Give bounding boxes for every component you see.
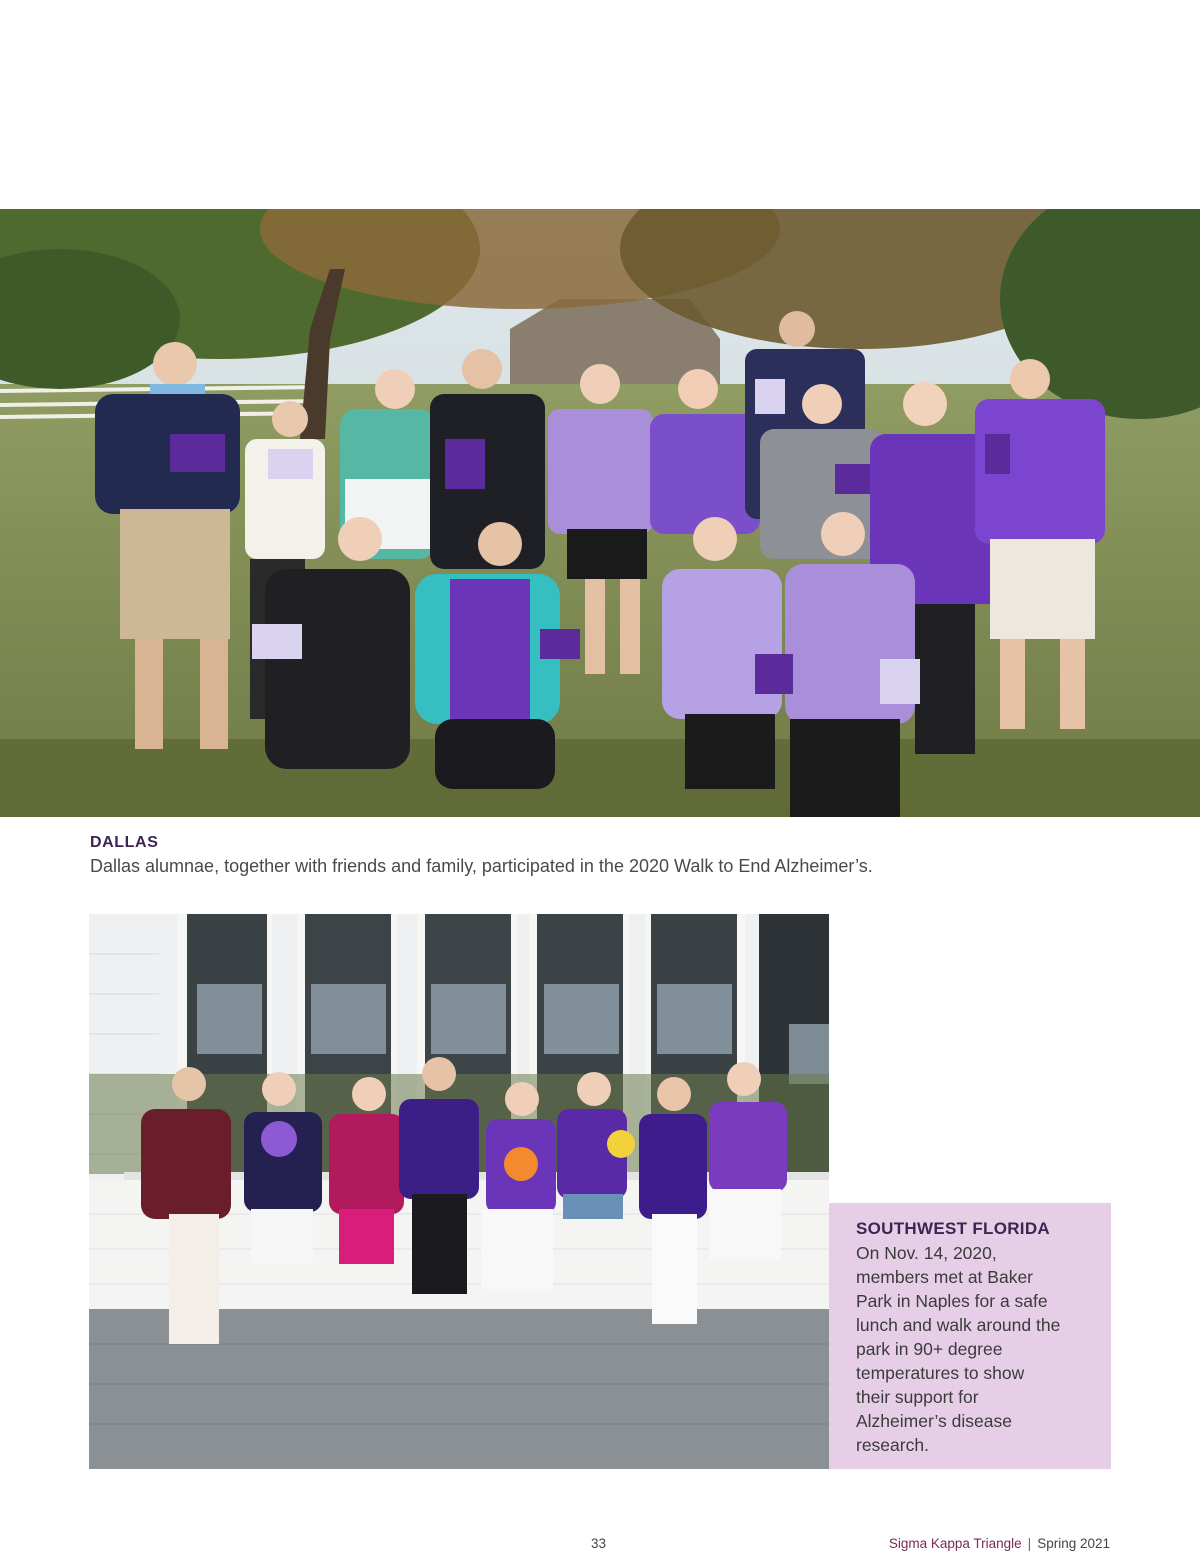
page-number: 33 — [591, 1536, 607, 1551]
southwest-florida-sidebar — [829, 1203, 1111, 1469]
southwest-florida-caption: On Nov. 14, 2020, members met at Baker Park in Naples for a safe lunch and walk around the park in 90+ degree temperatures to show their support for Alzheimer’s disease research. — [856, 1243, 1061, 1455]
dallas-group-photo — [0, 209, 1200, 817]
issue-date: Spring 2021 — [1037, 1536, 1110, 1551]
southwest-florida-heading: SOUTHWEST FLORIDA — [856, 1219, 1050, 1238]
folio-separator: | — [1027, 1536, 1032, 1551]
publication-name: Sigma Kappa Triangle — [888, 1536, 1022, 1551]
southwest-florida-group-photo — [89, 914, 829, 1469]
dallas-caption: Dallas alumnae, together with friends and family, participated in the 2020 Walk to End Alzheimer’s. — [90, 856, 873, 876]
dallas-heading: DALLAS — [90, 834, 159, 851]
folio — [889, 1536, 1110, 1551]
